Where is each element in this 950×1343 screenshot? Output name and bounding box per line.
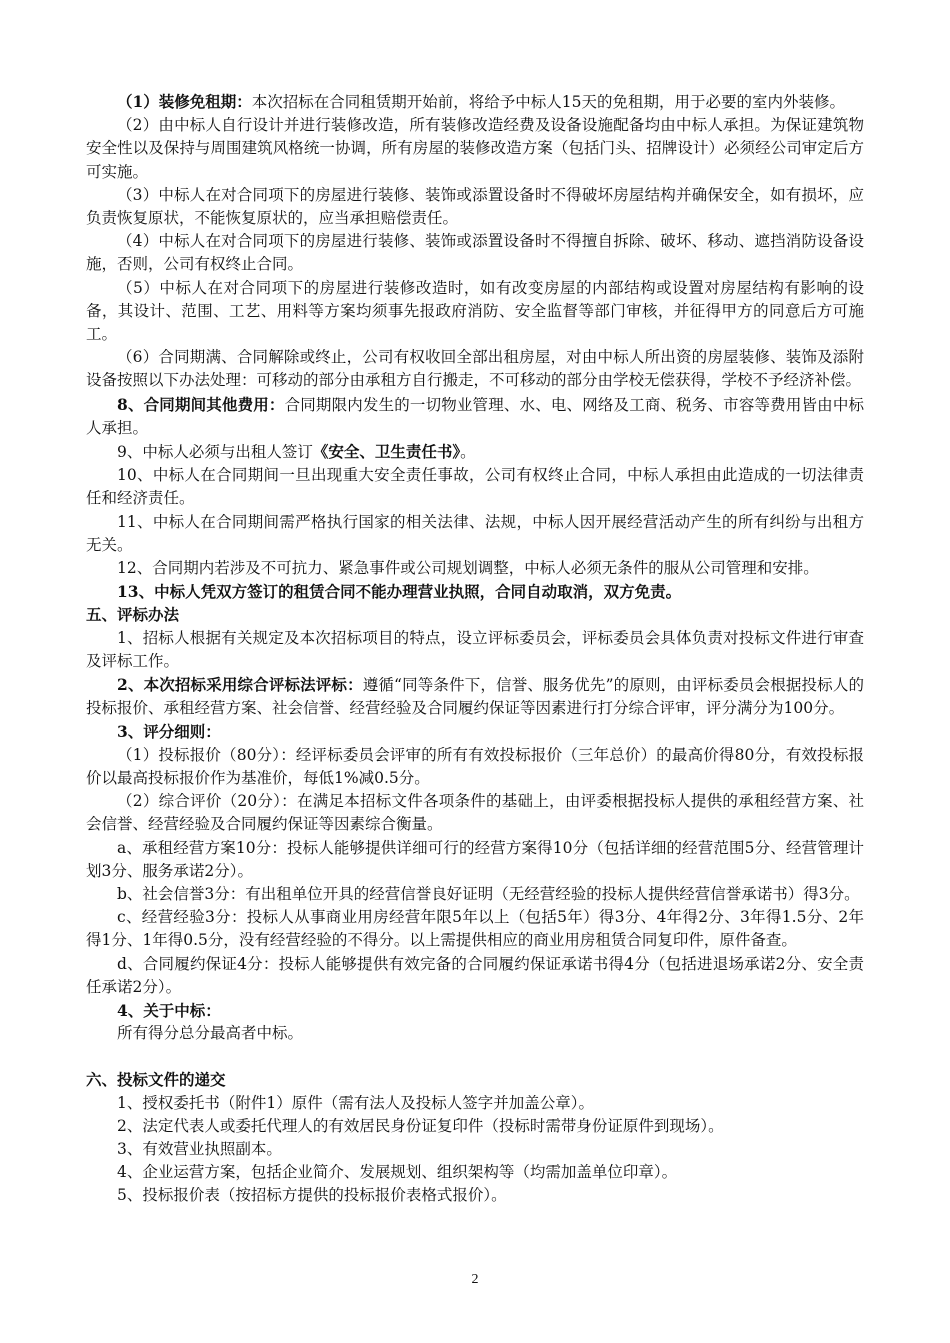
paragraph-item-6: （6）合同期满、合同解除或终止，公司有权收回全部出租房屋，对由中标人所出资的房屋装修、装饰及添附设备按照以下办法处理：可移动的部分由承租方自行搬走，不可移动的部分由学校无偿获得，学校不予经济补偿。 <box>86 348 864 390</box>
award-heading: 4、关于中标： <box>117 1000 221 1020</box>
scoring-comprehensive: （2）综合评价（20分）：在满足本招标文件各项条件的基础上，由评委根据投标人提供的承租经营方案、社会信誉、经营经验及合同履约保证等因素综合衡量。 <box>86 792 864 834</box>
text-9-tail: 。 <box>460 443 476 462</box>
page-number: 2 <box>471 1272 479 1287</box>
text-renovation-free-rent: 本次招标在合同租赁期开始前，将给予中标人15天的免租期，用于必要的室内外装修。 <box>251 93 846 111</box>
scoring-details-heading: 3、评分细则： <box>117 722 221 742</box>
paragraph-11: 11、中标人在合同期间需严格执行国家的相关法律、法规，中标人因开展经营活动产生的所有纠纷与出租方无关。 <box>86 512 864 554</box>
scoring-item-a: a、承租经营方案10分：投标人能够提供详细可行的经营方案得10分（包括详细的经营范围5分、经营管理计划3分、服务承诺2分）。 <box>86 838 864 880</box>
spacer <box>86 1045 864 1068</box>
paragraph-13: 13、中标人凭双方签订的租赁合同不能办理营业执照，合同自动取消，双方免责。 <box>117 582 682 602</box>
paragraph-renovation-free-rent <box>86 90 864 114</box>
section-6-item: 4、企业运营方案，包括企业简介、发展规划、组织架构等（均需加盖单位印章）。 <box>117 1163 678 1182</box>
section-5-item-2-text: 遵循“同等条件下，信誉、服务优先”的原则，由评标委员会根据投标人的投标报价、承租经营方案、社会信誉、经营经验及合同履约保证等因素进行打分综合评审，评分满分为100分。 <box>86 676 864 718</box>
section-6-item: 3、有效营业执照副本。 <box>117 1139 282 1158</box>
paragraph-9 <box>86 440 864 464</box>
scoring-item-c: c、经营经验3分：投标人从事商业用房经营年限5年以上（包括5年）得3分、4年得2分、3年得1.5分、2年得1分、1年得0.5分，没有经营经验的不得分。以上需提供相应的商业用房租赁合同复印件，原件备查。 <box>86 908 864 950</box>
section-6-item: 5、投标报价表（按招标方提供的投标报价表格式报价）。 <box>117 1186 507 1205</box>
paragraph-item-3: （3）中标人在对合同项下的房屋进行装修、装饰或添置设备时不得破坏房屋结构并确保安全，如有损坏，应负责恢复原状，不能恢复原状的，应当承担赔偿责任。 <box>86 185 864 228</box>
safety-agreement-title: 《安全、卫生责任书》 <box>312 442 461 462</box>
section-6-title: 六、投标文件的递交 <box>86 1070 226 1090</box>
section-6-item: 2、法定代表人或委托代理人的有效居民身份证复印件（投标时需带身份证原件到现场）。 <box>117 1116 724 1135</box>
paragraph-item-4: （4）中标人在对合同项下的房屋进行装修、装饰或添置设备时不得擅自拆除、破坏、移动、遮挡消防设备设施，否则，公司有权终止合同。 <box>86 232 864 274</box>
section-5-title: 五、评标办法 <box>86 605 180 625</box>
text-other-fees: 合同期限内发生的一切物业管理、水、电、网络及工商、税务、市容等费用皆由中标人承担。 <box>86 395 864 437</box>
paragraph-other-fees <box>86 393 864 440</box>
heading-renovation-free-rent: （1）装修免租期： <box>117 92 252 111</box>
text-9: 9、中标人必须与出租人签订 <box>117 443 313 462</box>
scoring-item-d: d、合同履约保证4分：投标人能够提供有效完备的合同履约保证承诺书得4分（包括进退场承诺2分、安全责任承诺2分）。 <box>86 954 864 996</box>
section-5-item-2-heading: 2、本次招标采用综合评标法评标： <box>117 675 363 695</box>
scoring-item-b: b、社会信誉3分：有出租单位开具的经营信誉良好证明（无经营经验的投标人提供经营信誉承诺书）得3分。 <box>117 884 860 903</box>
award-text: 所有得分总分最高者中标。 <box>117 1024 304 1043</box>
paragraph-12: 12、合同期内若涉及不可抗力、紧急事件或公司规划调整，中标人必须无条件的服从公司管理和安排。 <box>117 559 819 578</box>
paragraph-item-2: （2）由中标人自行设计并进行装修改造，所有装修改造经费及设备设施配备均由中标人承担。为保证建筑物安全性以及保持与周围建筑风格统一协调，所有房屋的装修改造方案（包括门头、招牌设计）必须经公司审定后方可实施。 <box>86 116 864 181</box>
paragraph-item-5: （5）中标人在对合同项下的房屋进行装修改造时，如有改变房屋的内部结构或设置对房屋结构有影响的设备，其设计、范围、工艺、用料等方案均须事先报政府消防、安全监督等部门审核，并征得甲方的同意后方可施工。 <box>86 278 864 344</box>
section-5-item-2 <box>86 673 864 720</box>
section-6-item: 1、授权委托书（附件1）原件（需有法人及投标人签字并加盖公章）。 <box>117 1093 594 1112</box>
heading-other-fees: 8、合同期间其他费用： <box>117 394 285 414</box>
paragraph-10: 10、中标人在合同期间一旦出现重大安全责任事故，公司有权终止合同，中标人承担由此造成的一切法律责任和经济责任。 <box>86 466 864 508</box>
section-5-item-1: 1、招标人根据有关规定及本次招标项目的特点，设立评标委员会，评标委员会具体负责对投标文件进行审查及评标工作。 <box>86 628 864 670</box>
scoring-bid-price: （1）投标报价（80分）：经评标委员会评审的所有有效投标报价（三年总价）的最高价得80分，有效投标报价以最高投标报价作为基准价，每低1%减0.5分。 <box>86 745 864 787</box>
